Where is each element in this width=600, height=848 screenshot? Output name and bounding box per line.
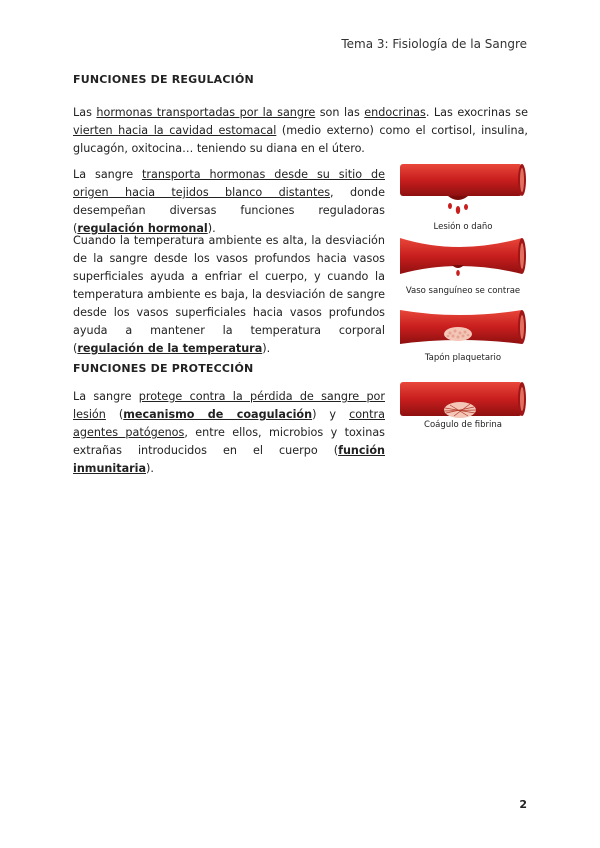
underlined-text: protege contra la pérdida de sangre por lesión [73,390,385,421]
paragraph-protection: La sangre protege contra la pérdida de sangre por lesión (mecanismo de coagulación) y contra agentes patógenos, entre ellos, microbios y toxinas extrañas introducidos en el cuerpo (función inmunitaria). [73,390,385,475]
page-number: 2 [519,798,527,811]
section-heading-protection: FUNCIONES DE PROTECCIÓN [73,362,254,375]
figure-fibrin-clot [398,380,528,430]
section-heading-regulation: FUNCIONES DE REGULACIÓN [73,73,254,86]
caption-constriction: Vaso sanguíneo se contrae [405,286,521,296]
paragraph-hormones: Las hormonas transportadas por la sangre son las endocrinas. Las exocrinas se vierten hacia la cavidad estomacal (medio externo) como el cortisol, insulina, glucagón, oxitocina… teniendo su diana en el útero. [73,106,528,155]
bold-term: regulación hormonal [77,222,208,235]
figure-constriction [398,234,528,294]
underlined-text: transporta hormonas desde su sitio de origen hacia tejidos blanco distantes [73,168,385,199]
figure-injury [398,160,528,232]
paragraph-temperature: Cuando la temperatura ambiente es alta, la desviación de la sangre desde los vasos profundos hacia vasos superficiales ayuda a enfriar el cuerpo, y cuando la temperatura ambiente es baja, la desviación de sangre desde los vasos superficiales hacia vasos profundos ayuda a mantener la temperatura corporal (regulación de la temperatura). [73,234,385,355]
vessel-constriction-illustration [398,234,528,290]
paragraph-hormone-transport: La sangre transporta hormonas desde su sitio de origen hacia tejidos blanco distantes, donde desempeñan diversas funciones reguladoras (regulación hormonal). [73,168,385,235]
page-header-title: Tema 3: Fisiología de la Sangre [341,37,527,51]
caption-fibrin-clot: Coágulo de fibrina [424,420,502,430]
underlined-text: hormonas transportadas por la sangre [96,106,316,119]
underlined-text: contra agentes patógenos [73,408,385,439]
bold-term: mecanismo de coagulación [123,408,313,421]
bold-term: función inmunitaria [73,444,385,475]
figure-platelet-plug [398,306,528,363]
underlined-text: vierten hacia la cavidad estomacal [73,124,277,137]
caption-platelet-plug: Tapón plaquetario [424,353,502,363]
caption-injury: Lesión o daño [433,222,493,232]
platelet-plug-illustration [398,306,528,352]
underlined-text: endocrinas [364,106,426,119]
fibrin-clot-illustration [398,380,528,422]
vessel-injury-illustration [398,160,528,222]
bold-term: regulación de la temperatura [77,342,263,355]
